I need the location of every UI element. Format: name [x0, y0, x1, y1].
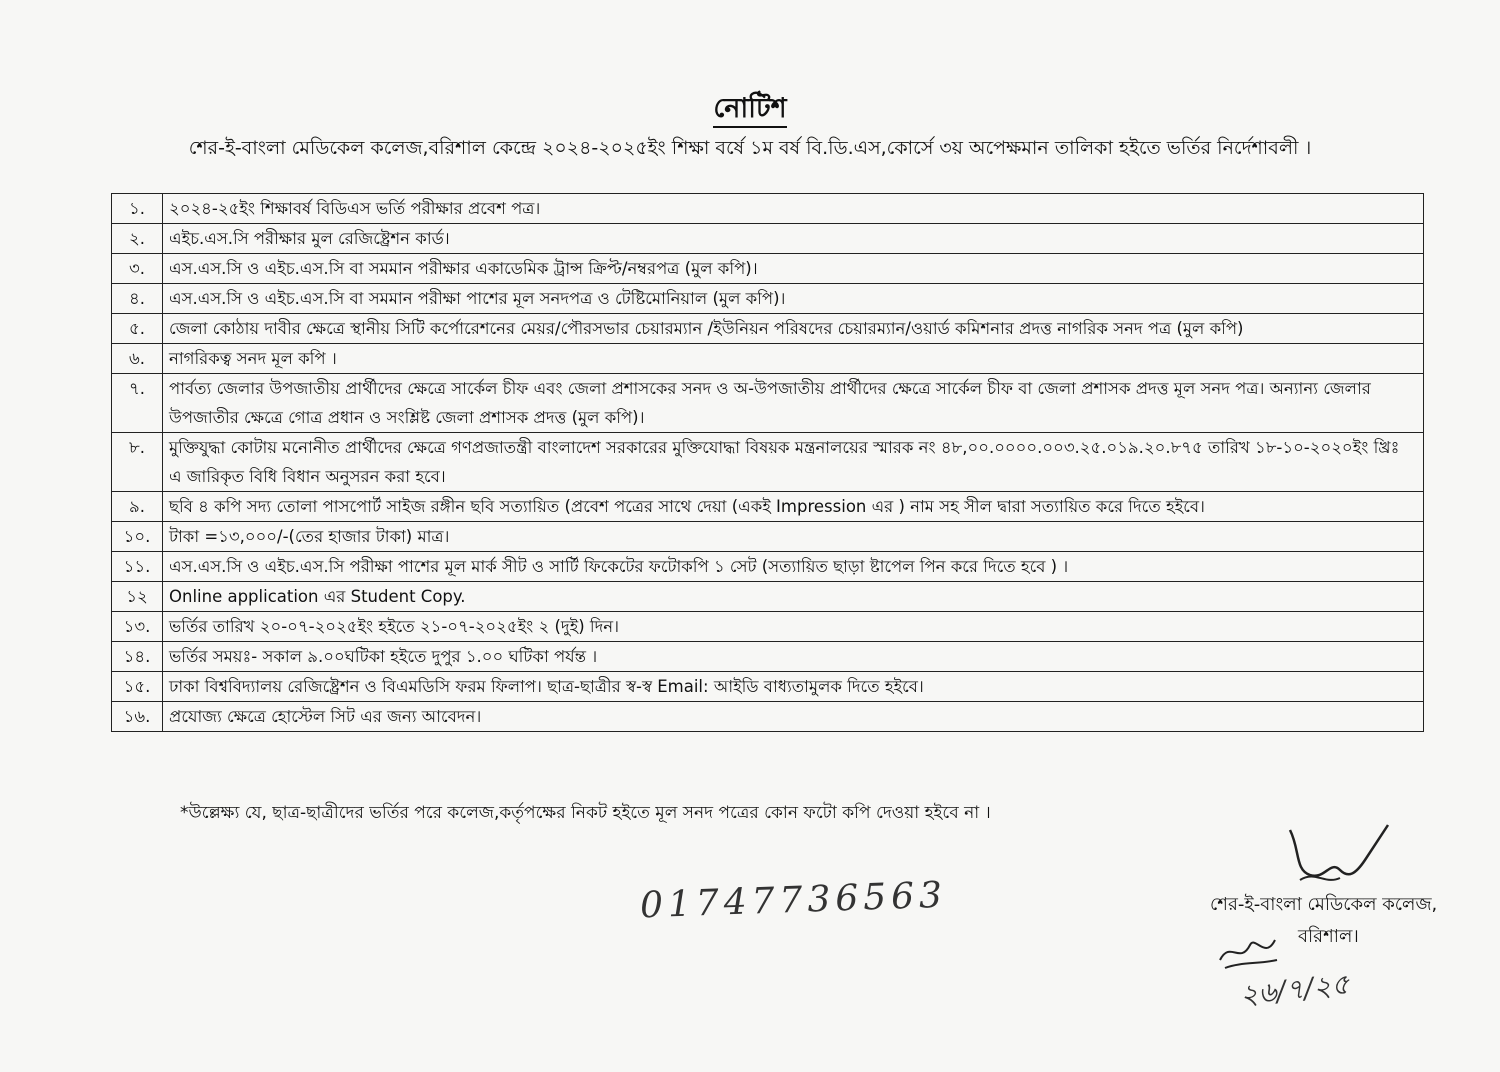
item-text: ছবি ৪ কপি সদ্য তোলা পাসপোর্ট সাইজ রঙ্গীন ছবি সত্যায়িত (প্রবেশ পত্রের সাথে দেয়া (একই Impression এর ) নাম সহ সীল দ্বারা সত্যায়িত করে দিতে হইবে। — [163, 492, 1424, 522]
table-row — [112, 344, 1424, 374]
item-text: Online application এর Student Copy. — [163, 582, 1424, 612]
table-row — [112, 672, 1424, 702]
table-row — [112, 492, 1424, 522]
item-number: ১৪. — [112, 642, 163, 672]
table-row — [112, 314, 1424, 344]
item-number: ৯. — [112, 492, 163, 522]
requirements-table — [111, 193, 1424, 732]
initial-signature-icon — [1215, 930, 1285, 975]
item-number: ১৩. — [112, 612, 163, 642]
item-text: এস.এস.সি ও এইচ.এস.সি বা সমমান পরীক্ষার একাডেমিক ট্রান্স ক্রিপ্ট/নম্বরপত্র (মুল কপি)। — [163, 254, 1424, 284]
item-number: ১৬. — [112, 702, 163, 732]
notice-subtitle: শের-ই-বাংলা মেডিকেল কলেজ,বরিশাল কেন্দ্রে ২০২৪-২০২৫ইং শিক্ষা বর্ষে ১ম বর্ষ বি.ডি.এস,কোর্সে ৩য় অপেক্ষমান তালিকা হইতে ভর্তির নির্দেশাবলী । — [188, 137, 1312, 159]
table-row — [112, 433, 1424, 492]
table-row — [112, 612, 1424, 642]
signatory-institution: শের-ই-বাংলা মেডিকেল কলেজ, — [1210, 894, 1438, 915]
footnote: *উল্লেক্ষ্য যে, ছাত্র-ছাত্রীদের ভর্তির পরে কলেজ,কর্তৃপক্ষের নিকট হইতে মূল সনদ পত্রের কোন ফটো কপি দেওয়া হইবে না । — [180, 803, 991, 823]
item-number: ৩. — [112, 254, 163, 284]
table-row — [112, 194, 1424, 224]
item-number: ২. — [112, 224, 163, 254]
table-row — [112, 284, 1424, 314]
item-text: ঢাকা বিশ্ববিদ্যালয় রেজিষ্ট্রেশন ও বিএমডিসি ফরম ফিলাপ। ছাত্র-ছাত্রীর স্ব-স্ব Email: আইডি বাধ্যতামুলক দিতে হইবে। — [163, 672, 1424, 702]
item-text: ২০২৪-২৫ইং শিক্ষাবর্ষ বিডিএস ভর্তি পরীক্ষার প্রবেশ পত্র। — [163, 194, 1424, 224]
item-number: ১২ — [112, 582, 163, 612]
item-number: ৭. — [112, 374, 163, 433]
item-number: ১. — [112, 194, 163, 224]
table-row — [112, 552, 1424, 582]
table-row — [112, 224, 1424, 254]
item-text: এইচ.এস.সি পরীক্ষার মুল রেজিষ্ট্রেশন কার্ড। — [163, 224, 1424, 254]
table-row — [112, 642, 1424, 672]
item-number: ১১. — [112, 552, 163, 582]
handwritten-phone-number: 01747736563 — [639, 874, 948, 927]
handwritten-date: ২৬/৭/২৫ — [1238, 967, 1352, 1012]
item-text: প্রযোজ্য ক্ষেত্রে হোস্টেল সিট এর জন্য আবেদন। — [163, 702, 1424, 732]
signatory-place: বরিশাল। — [1298, 926, 1359, 947]
item-text: মুক্তিযুদ্ধা কোটায় মনোনীত প্রার্থীদের ক্ষেত্রে গণপ্রজাতন্ত্রী বাংলাদেশ সরকারের মুক্তিযোদ্ধা বিষয়ক মন্ত্রনালয়ের স্মারক নং ৪৮,০০.০০০০.০০৩.২৫.০১৯.২০.৮৭৫ তারিখ ১৮-১০-২০২০ইং খ্রিঃ এ জারিকৃত বিধি বিধান অনুসরন করা হবে। — [163, 433, 1424, 492]
table-row — [112, 254, 1424, 284]
table-row — [112, 582, 1424, 612]
item-text: জেলা কোঠায় দাবীর ক্ষেত্রে স্থানীয় সিটি কর্পোরেশনের মেয়র/পৌরসভার চেয়ারম্যান /ইউনিয়ন পরিষদের চেয়ারম্যান/ওয়ার্ড কমিশনার প্রদত্ত নাগরিক সনদ পত্র (মুল কপি) — [163, 314, 1424, 344]
table-row — [112, 522, 1424, 552]
notice-title: নোটিশ — [0, 88, 1500, 133]
item-number: ১৫. — [112, 672, 163, 702]
item-text: নাগরিকত্ব সনদ মূল কপি । — [163, 344, 1424, 374]
item-text: এস.এস.সি ও এইচ.এস.সি বা সমমান পরীক্ষা পাশের মূল সনদপত্র ও টেষ্টিমোনিয়াল (মুল কপি)। — [163, 284, 1424, 314]
item-number: ৮. — [112, 433, 163, 492]
table-row — [112, 374, 1424, 433]
item-number: ৪. — [112, 284, 163, 314]
item-number: ১০. — [112, 522, 163, 552]
table-row — [112, 702, 1424, 732]
item-text: টাকা =১৩,০০০/-(তের হাজার টাকা) মাত্র। — [163, 522, 1424, 552]
item-text: ভর্তির সময়ঃ- সকাল ৯.০০ঘটিকা হইতে দুপুর ১.০০ ঘটিকা পর্যন্ত । — [163, 642, 1424, 672]
item-text: ভর্তির তারিখ ২০-০৭-২০২৫ইং হইতে ২১-০৭-২০২৫ইং ২ (দুই) দিন। — [163, 612, 1424, 642]
item-text: এস.এস.সি ও এইচ.এস.সি পরীক্ষা পাশের মূল মার্ক সীট ও সার্টি ফিকেটের ফটোকপি ১ সেট (সত্যায়িত ছাড়া ষ্টাপেল পিন করে দিতে হবে ) । — [163, 552, 1424, 582]
signature-icon — [1270, 820, 1400, 900]
item-number: ৫. — [112, 314, 163, 344]
item-number: ৬. — [112, 344, 163, 374]
item-text: পার্বত্য জেলার উপজাতীয় প্রার্থীদের ক্ষেত্রে সার্কেল চীফ এবং জেলা প্রশাসকের সনদ ও অ-উপজাতীয় প্রার্থীদের ক্ষেত্রে সার্কেল চীফ বা জেলা প্রশাসক প্রদত্ত মূল সনদ পত্র। অন্যান্য জেলার উপজাতীর ক্ষেত্রে গোত্র প্রধান ও সংশ্লিষ্ট জেলা প্রশাসক প্রদত্ত (মুল কপি)। — [163, 374, 1424, 433]
